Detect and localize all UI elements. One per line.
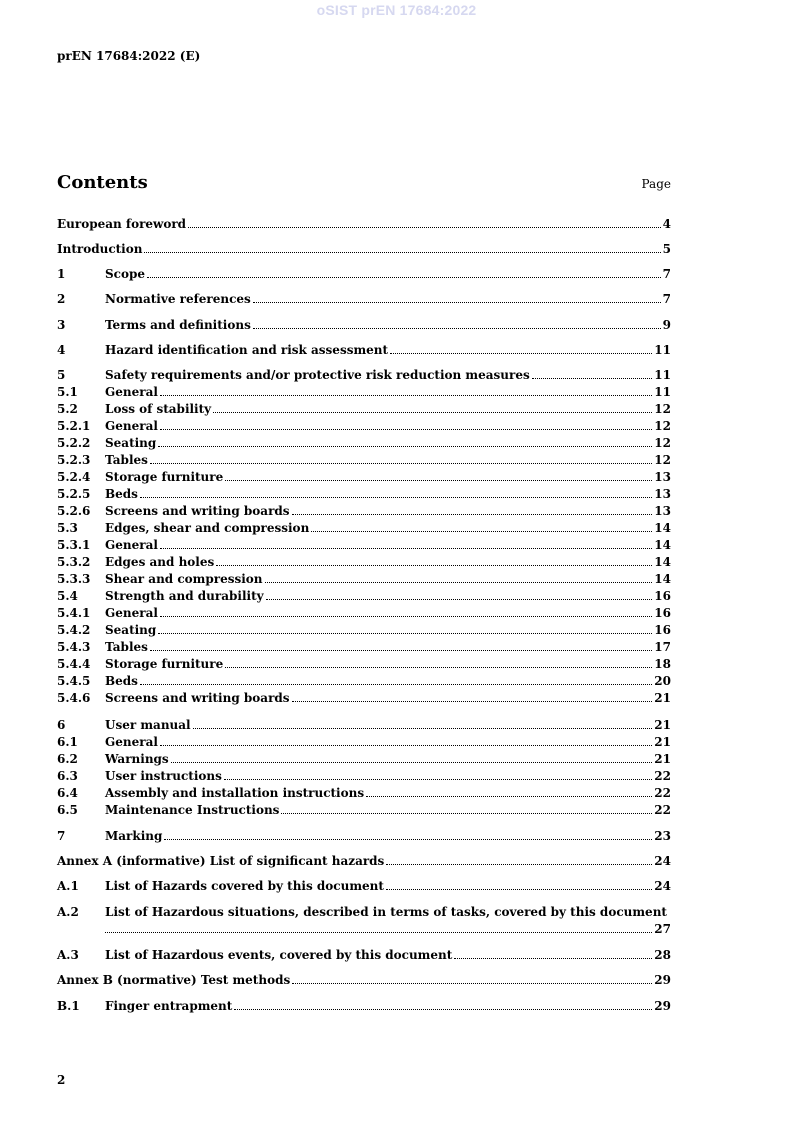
toc-entry-title: Seating: [105, 623, 157, 637]
dot-leader: [193, 718, 653, 729]
toc-entry[interactable]: [57, 853, 671, 869]
toc-entry-number: 7: [57, 829, 66, 843]
toc-entry[interactable]: [57, 241, 671, 257]
toc-entry-title: List of Hazards covered by this document: [105, 879, 384, 893]
toc-entry-number: 6.5: [57, 803, 78, 817]
toc-entry[interactable]: [57, 828, 671, 844]
toc-entry[interactable]: [57, 537, 671, 553]
toc-entry-number: 5.3.3: [57, 572, 91, 586]
toc-entry[interactable]: [57, 588, 671, 604]
toc-entry-page: 9: [662, 318, 671, 332]
toc-entry-number: 5.3.1: [57, 538, 91, 552]
toc-entry-title: Seating: [105, 436, 157, 450]
toc-entry-page: 14: [654, 521, 671, 535]
dot-leader: [105, 922, 652, 933]
dot-leader: [386, 879, 652, 890]
toc-entry-page: 11: [654, 385, 671, 399]
toc-entry[interactable]: [57, 418, 671, 434]
toc-entry-title: Introduction: [57, 242, 143, 256]
toc-entry[interactable]: [57, 734, 671, 750]
dot-leader: [532, 368, 653, 379]
toc-entry-title: European foreword: [57, 217, 187, 231]
dot-leader: [253, 292, 661, 303]
toc-entry[interactable]: [57, 802, 671, 818]
toc-entry[interactable]: [57, 503, 671, 519]
toc-entry[interactable]: [57, 520, 671, 536]
toc-entry[interactable]: [57, 384, 671, 400]
toc-entry-page: 24: [654, 879, 671, 893]
toc-entry[interactable]: [57, 768, 671, 784]
toc-entry[interactable]: [57, 266, 671, 282]
toc-entry-title: Screens and writing boards: [105, 504, 290, 518]
toc-entry[interactable]: [57, 216, 671, 232]
toc-entry-title: Strength and durability: [105, 589, 264, 603]
toc-entry-number: 6.1: [57, 735, 78, 749]
toc-entry-number: A.3: [57, 948, 79, 962]
dot-leader: [265, 572, 653, 583]
dot-leader: [234, 999, 652, 1010]
page-number: 2: [57, 1073, 66, 1087]
dot-leader: [158, 623, 652, 634]
toc-entry[interactable]: [57, 401, 671, 417]
dot-leader: [266, 589, 653, 600]
toc-entry-page: 5: [662, 242, 671, 256]
toc-entry-title: List of Hazardous situations, described in terms of tasks, covered by this document: [105, 905, 667, 919]
toc-entry[interactable]: [57, 367, 671, 383]
toc-entry[interactable]: [57, 785, 671, 801]
toc-entry-number: 2: [57, 292, 66, 306]
toc-entry-title: Safety requirements and/or protective risk reduction measures: [105, 368, 530, 382]
toc-entry[interactable]: [57, 435, 671, 451]
toc-entry[interactable]: [57, 998, 671, 1014]
dot-leader: [292, 973, 652, 984]
dot-leader: [454, 948, 652, 959]
toc-entry[interactable]: [57, 317, 671, 333]
toc-entry-title: Scope: [105, 267, 146, 281]
toc-entry-title: Edges, shear and compression: [105, 521, 310, 535]
toc-entry-number: 5: [57, 368, 66, 382]
toc-entry-title: General: [105, 419, 158, 433]
dot-leader: [225, 470, 652, 481]
toc-entry-title: Warnings: [105, 752, 169, 766]
toc-entry-number: 5.4: [57, 589, 78, 603]
toc-entry-page: 11: [654, 343, 671, 357]
toc-entry-number: 5.2.1: [57, 419, 91, 433]
toc-entry-number: 5.4.3: [57, 640, 91, 654]
dot-leader: [160, 606, 652, 617]
toc-entry-title: Edges and holes: [105, 555, 215, 569]
toc-entry-number: 6.4: [57, 786, 78, 800]
dot-leader: [140, 674, 652, 685]
toc-entry-title: Finger entrapment: [105, 999, 233, 1013]
toc-entry-number: 5.2.2: [57, 436, 91, 450]
dot-leader: [158, 436, 652, 447]
toc-entry-page: 11: [654, 368, 671, 382]
dot-leader: [224, 769, 652, 780]
toc-entry-title: Beds: [105, 674, 138, 688]
toc-entry-title: Shear and compression: [105, 572, 263, 586]
toc-entry-title: User instructions: [105, 769, 222, 783]
toc-entry-page: 28: [654, 948, 671, 962]
toc-entry-page: 21: [654, 752, 671, 766]
toc-entry-number: A.2: [57, 905, 79, 919]
toc-entry-title: General: [105, 385, 158, 399]
toc-entry-page: 16: [654, 623, 671, 637]
toc-entry[interactable]: [57, 452, 671, 468]
toc-entry-number: 5.2: [57, 402, 78, 416]
toc-entry[interactable]: [57, 605, 671, 621]
dot-leader: [366, 786, 652, 797]
dot-leader: [164, 829, 652, 840]
toc-entry[interactable]: [57, 291, 671, 307]
toc-entry-number: 5.2.3: [57, 453, 91, 467]
dot-leader: [292, 504, 653, 515]
toc-entry[interactable]: [57, 878, 671, 894]
toc-entry-title: Annex B (normative) Test methods: [57, 973, 291, 987]
toc-entry-page: 29: [654, 973, 671, 987]
toc-entry-page: 16: [654, 606, 671, 620]
toc-entry-title: List of Hazardous events, covered by this document: [105, 948, 453, 962]
dot-leader: [213, 402, 652, 413]
toc-entry-title: Hazard identification and risk assessment: [105, 343, 389, 357]
dot-leader: [147, 267, 661, 278]
toc-entry[interactable]: [57, 469, 671, 485]
toc-entry-page: 20: [654, 674, 671, 688]
toc-entry[interactable]: [57, 571, 671, 587]
toc-entry-page: 21: [654, 691, 671, 705]
toc-entry-number: A.1: [57, 879, 79, 893]
toc-entry-title: User manual: [105, 718, 191, 732]
toc-entry-title: General: [105, 538, 158, 552]
toc-entry-number: 6.3: [57, 769, 78, 783]
toc-entry-page: 22: [654, 769, 671, 783]
toc-entry-number: 5.4.1: [57, 606, 91, 620]
toc-entry-page: 21: [654, 718, 671, 732]
toc-entry-title: Assembly and installation instructions: [105, 786, 365, 800]
contents-heading: Contents: [57, 172, 148, 193]
toc-entry-number: 5.4.6: [57, 691, 91, 705]
toc-entry-page: 16: [654, 589, 671, 603]
toc-entry-number: 5.2.5: [57, 487, 91, 501]
dot-leader: [150, 640, 652, 651]
toc-entry-number: 5.1: [57, 385, 78, 399]
toc-entry-number: 5.3.2: [57, 555, 91, 569]
toc-entry-page: 18: [654, 657, 671, 671]
toc-entry-title: General: [105, 735, 158, 749]
toc-entry-title: Normative references: [105, 292, 251, 306]
toc-entry-page: 12: [654, 453, 671, 467]
toc-entry-title: Beds: [105, 487, 138, 501]
dot-leader: [140, 487, 652, 498]
toc-entry-page: 27: [654, 922, 671, 936]
toc-entry-number: 6: [57, 718, 66, 732]
toc-entry-number: 5.2.4: [57, 470, 91, 484]
dot-leader: [216, 555, 652, 566]
toc-entry-page: 29: [654, 999, 671, 1013]
toc-entry-title: Marking: [105, 829, 163, 843]
toc-entry-number: 5.4.5: [57, 674, 91, 688]
dot-leader: [292, 691, 653, 702]
dot-leader: [160, 419, 652, 430]
toc-entry-page: 7: [662, 267, 671, 281]
toc-entry-page: 14: [654, 538, 671, 552]
toc-entry[interactable]: [57, 622, 671, 638]
toc-entry-number: 5.2.6: [57, 504, 91, 518]
dot-leader: [150, 453, 652, 464]
toc-entry-number: 5.4.2: [57, 623, 91, 637]
toc-entry-page: 14: [654, 572, 671, 586]
dot-leader: [144, 242, 660, 253]
toc-entry-page: 13: [654, 470, 671, 484]
toc-entry-page: 21: [654, 735, 671, 749]
toc-entry-page: 4: [662, 217, 671, 231]
toc-entry-title: Maintenance Instructions: [105, 803, 280, 817]
toc-entry-title: Loss of stability: [105, 402, 212, 416]
toc-entry-page: 22: [654, 803, 671, 817]
toc-entry[interactable]: [57, 751, 671, 767]
toc-entry-number: 4: [57, 343, 66, 357]
toc-entry-title: Tables: [105, 640, 148, 654]
dot-leader: [160, 385, 652, 396]
toc-entry-title: Annex A (informative) List of significant hazards: [57, 854, 385, 868]
dot-leader: [188, 217, 661, 228]
toc-entry-page: 13: [654, 504, 671, 518]
toc-entry-page: 17: [654, 640, 671, 654]
toc-entry-title: Storage furniture: [105, 470, 224, 484]
toc-entry-title: Screens and writing boards: [105, 691, 290, 705]
toc-entry[interactable]: [57, 972, 671, 988]
toc-entry-number: 1: [57, 267, 66, 281]
toc-entry-page: 12: [654, 436, 671, 450]
dot-leader: [225, 657, 652, 668]
toc-entry-page: 23: [654, 829, 671, 843]
dot-leader: [390, 343, 652, 354]
toc-entry[interactable]: [57, 690, 671, 706]
toc-entry[interactable]: [57, 673, 671, 689]
dot-leader: [160, 735, 652, 746]
dot-leader: [281, 803, 652, 814]
toc-entry[interactable]: [57, 554, 671, 570]
toc-entry-number: B.1: [57, 999, 80, 1013]
dot-leader: [386, 854, 652, 865]
watermark: oSIST prEN 17684:2022: [316, 2, 477, 18]
toc-entry-number: 3: [57, 318, 66, 332]
dot-leader: [160, 538, 652, 549]
toc-entry[interactable]: [57, 717, 671, 733]
toc-entry-page: 24: [654, 854, 671, 868]
toc-entry[interactable]: [57, 904, 671, 920]
toc-entry-continuation: [57, 921, 671, 937]
toc-entry[interactable]: [57, 639, 671, 655]
toc-entry-page: 14: [654, 555, 671, 569]
document-id: prEN 17684:2022 (E): [57, 49, 201, 63]
toc-entry-title: Tables: [105, 453, 148, 467]
toc-entry-page: 22: [654, 786, 671, 800]
page-column-label: Page: [641, 177, 671, 191]
toc-entry-number: 5.3: [57, 521, 78, 535]
toc-entry-number: 5.4.4: [57, 657, 91, 671]
toc-entry[interactable]: [57, 947, 671, 963]
toc-entry-page: 12: [654, 419, 671, 433]
toc-entry[interactable]: [57, 486, 671, 502]
toc-entry-title: Storage furniture: [105, 657, 224, 671]
dot-leader: [253, 318, 661, 329]
toc-entry[interactable]: [57, 342, 671, 358]
toc-entry[interactable]: [57, 656, 671, 672]
dot-leader: [311, 521, 652, 532]
toc-entry-title: General: [105, 606, 158, 620]
dot-leader: [171, 752, 653, 763]
toc-entry-number: 6.2: [57, 752, 78, 766]
toc-entry-title: Terms and definitions: [105, 318, 251, 332]
toc-entry-page: 12: [654, 402, 671, 416]
toc-entry-page: 7: [662, 292, 671, 306]
toc-entry-page: 13: [654, 487, 671, 501]
